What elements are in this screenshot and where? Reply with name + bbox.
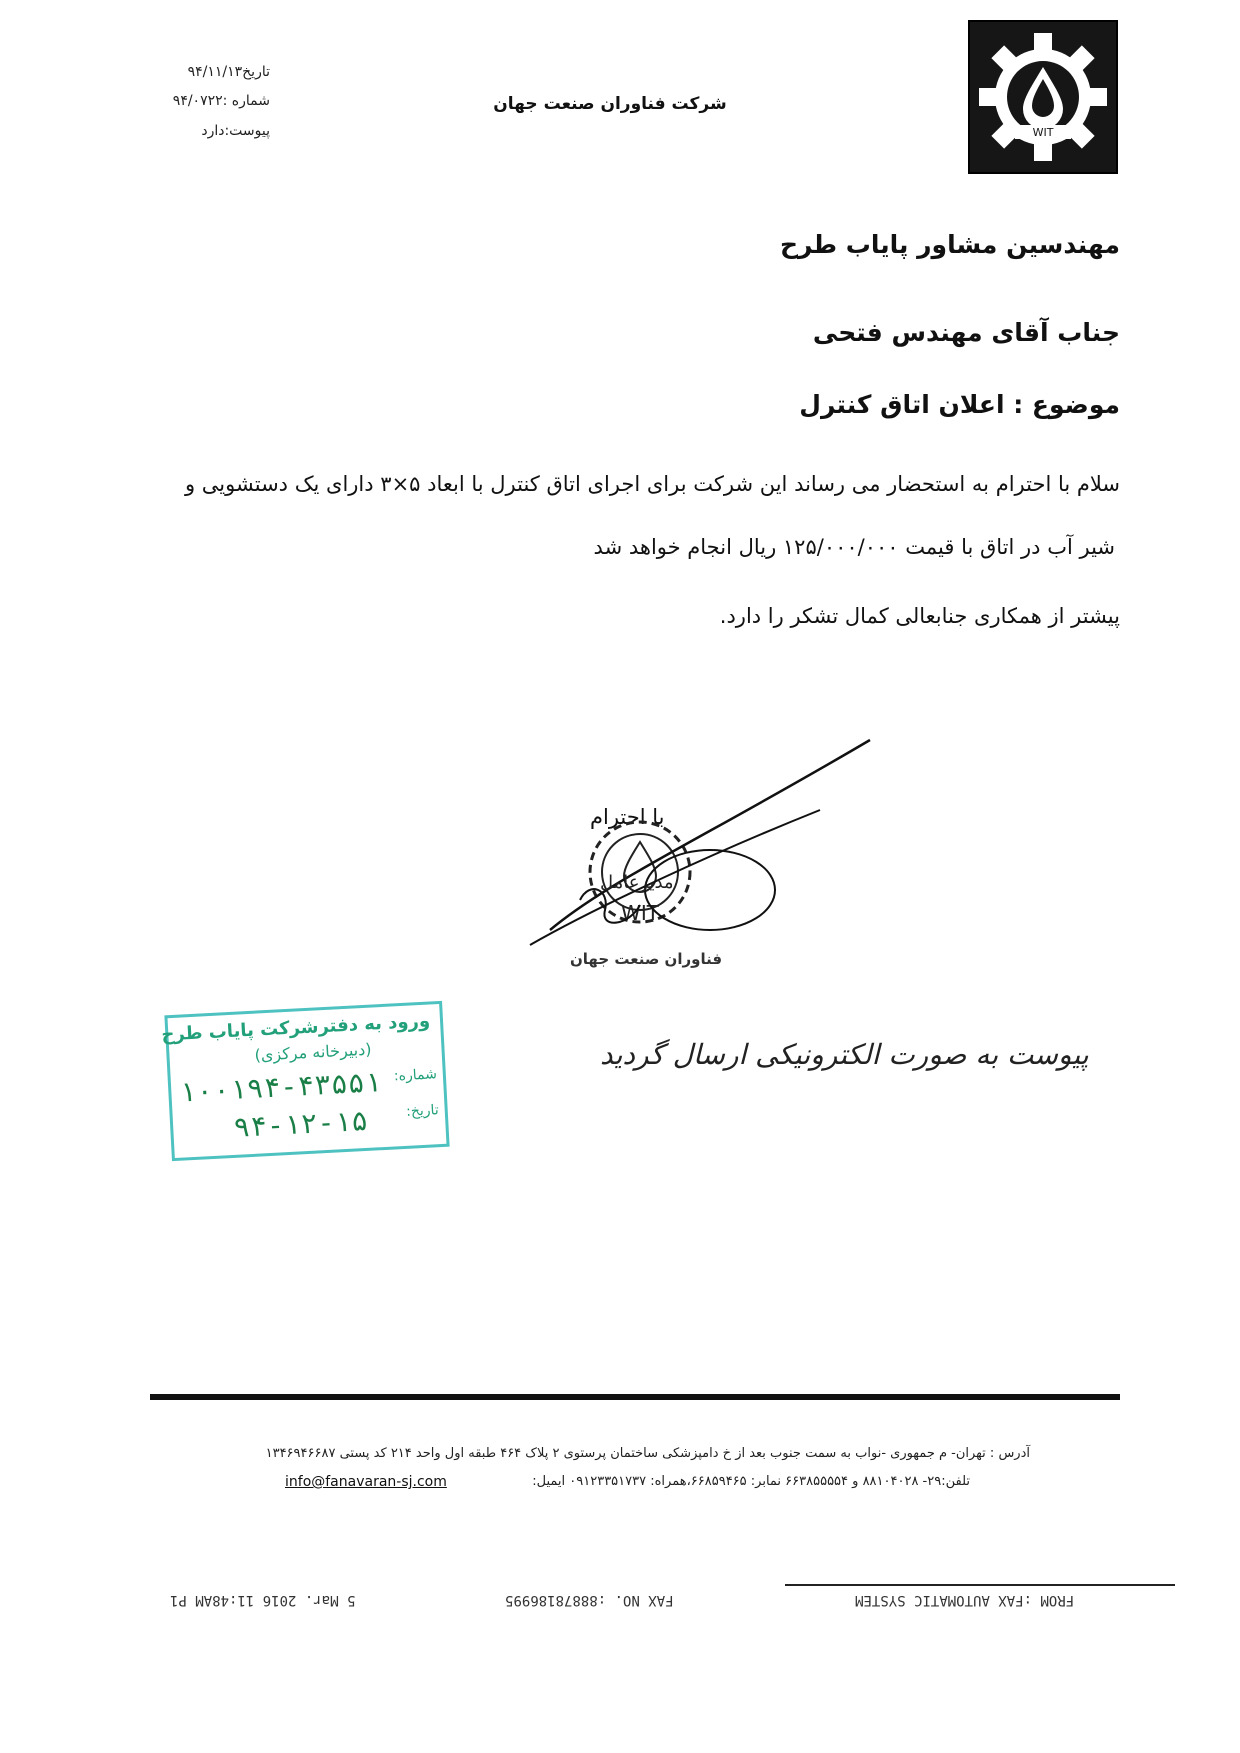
company-name: شرکت فناوران صنعت جهان: [493, 94, 727, 114]
reception-stamp-title: ورود به دفترشرکت پایاب طرح: [160, 1010, 431, 1046]
fax-header-rule: [785, 1584, 1175, 1586]
signatory-title: مدیرعامل: [600, 872, 674, 893]
closing-regards: با احترام: [590, 805, 665, 829]
fax-from: FROM :FAX AUTOMATIC SYSTEM: [855, 1592, 1075, 1608]
fax-date-time: 5 Mar. 2016 11:48AM P1: [170, 1592, 356, 1608]
seal-logo-text: WIT: [621, 901, 659, 925]
signature-stamp-graphic: [520, 730, 880, 980]
reception-stamp-subtitle: (دبیرخانه مرکزی): [254, 1039, 372, 1065]
body-line-1: سلام با احترام به استحضار می رساند این شرکت برای اجرای اتاق کنترل با ابعاد ۵×۳ دارای یک دستشویی و: [184, 472, 1120, 496]
reception-number-label: شماره:: [393, 1066, 438, 1085]
footer-email-link[interactable]: info@fanavaran-sj.com: [285, 1474, 447, 1490]
reception-number-value: ۱۰۰۱۹۴-۴۳۵۵۱: [178, 1065, 383, 1109]
handwritten-note: پیوست به صورت الکترونیکی ارسال گردید: [600, 1038, 1089, 1071]
company-logo: [968, 20, 1118, 174]
logo-text: WIT: [1032, 126, 1054, 139]
reception-date-label: تاریخ:: [405, 1102, 440, 1120]
stamp-company-name: فناوران صنعت جهان: [570, 950, 723, 968]
reception-date-value: ۹۴-۱۲-۱۵: [232, 1103, 369, 1144]
letter-subject: موضوع : اعلان اتاق کنترل: [799, 390, 1120, 419]
fax-number: FAX NO. :88878186995: [505, 1592, 674, 1608]
gear-drop-icon: [970, 22, 1116, 172]
handwritten-signature-icon: [530, 740, 870, 945]
body-line-3: پیشتر از همکاری جنابعالی کمال تشکر را دارد.: [719, 604, 1120, 628]
letter-date: تاریخ۹۴/۱۱/۱۳: [187, 64, 270, 80]
reception-stamp: [160, 1001, 449, 1161]
letter-number: شماره :۹۴/۰۷۲۲: [172, 93, 270, 109]
recipient-person: جناب آقای مهندس فتحی: [812, 318, 1120, 347]
recipient-company: مهندسین مشاور پایاب طرح: [779, 230, 1120, 259]
footer-phone: تلفن:۲۹- ۸۸۱۰۴۰۲۸ و ۶۶۳۸۵۵۵۵۴ نمابر: ۶۶۸۵۹۴۶۵،همراه: ۰۹۱۲۳۳۵۱۷۳۷ ایمیل:: [532, 1474, 970, 1489]
footer-address: آدرس : تهران- م جمهوری -نواب به سمت جنوب بعد از خ دامپزشکی ساختمان پرستوی ۲ پلاک ۴۶۴ طبقه اول واحد ۲۱۴ کد پستی ۱۳۴۶۹۴۶۶۸۷: [265, 1446, 1030, 1461]
body-line-2: شیر آب در اتاق با قیمت ۱۲۵/۰۰۰/۰۰۰ ریال انجام خواهد شد: [593, 535, 1115, 559]
footer-divider: [150, 1394, 1120, 1400]
letter-attachment: پیوست:دارد: [201, 123, 270, 139]
